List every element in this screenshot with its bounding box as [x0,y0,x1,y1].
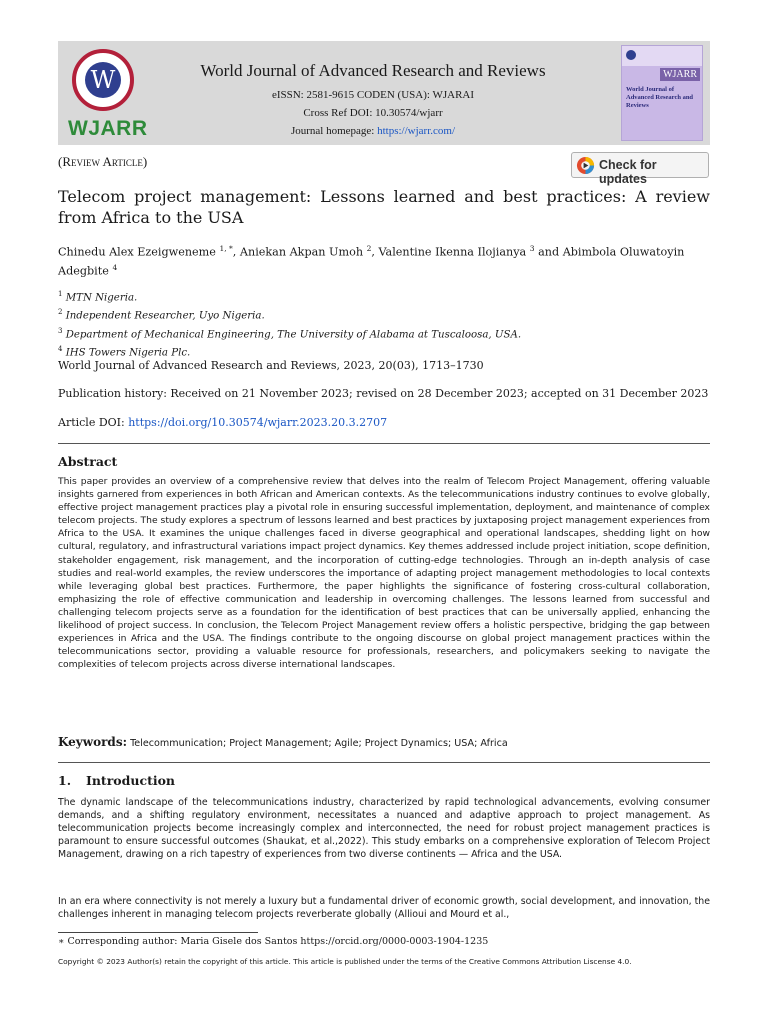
journal-header [58,41,710,145]
footnote-divider [58,932,258,933]
affiliation-item [58,305,710,323]
author-name: Aniekan Akpan Umoh [239,245,364,259]
author-sup: 3 [529,244,535,253]
check-updates-icon [576,156,595,175]
doi-link[interactable]: https://doi.org/10.30574/wjarr.2023.20.3.2707 [128,416,388,429]
intro-paragraph-2: In an era where connectivity is not merely a luxury but a fundamental driver of economic growth, social development, and innovation, the challenges inherent in managing telecom projects reverberate globally (Allioui and Mourd et al., [58,896,710,921]
journal-cover-thumbnail [621,45,703,141]
keywords-list: Telecommunication; Project Management; Agile; Project Dynamics; USA; Africa [130,738,508,749]
logo-ring [72,49,134,111]
intro-paragraph-1: The dynamic landscape of the telecommunications industry, characterized by rapid technological advancements, evolving consumer demands, and a shifting regulatory environment, necessitates a nuanced and adaptive approach to project management. As telecommunication projects become increasingly complex and interconnected, the need for robust project management practices is paramount to ensure successful outcomes (Shaukat, et al.,2022). This study embarks on a comprehensive exploration of Telecom Project Management, drawing on a rich tapestry of experiences from two diverse continents — Africa and the USA. [58,797,710,861]
author-sup: 4 [112,262,118,272]
affiliation-item [58,324,710,342]
affiliation-item [58,287,710,305]
keywords-label: Keywords: [58,735,128,749]
journal-title: World Journal of Advanced Research and Reviews [200,61,546,80]
affiliation-text: Department of Mechanical Engineering, The University of Alabama at Tuscaloosa, USA. [65,329,522,341]
author-sup: 1, * [219,244,233,253]
article-title: Telecom project management: Lessons learned and best practices: A review from Africa to the USA [58,187,710,227]
affiliation-sup: 4 [58,345,63,354]
article-doi [58,416,710,429]
abstract-text: This paper provides an overview of a comprehensive review that delves into the realm of Telecom Project Management, offering valuable insights garnered from experiences in both African and American contexts. As the telecommunications industry continues to evolve globally, effective project management practices play a pivotal role in ensuring successful implementation, deployment, and maintenance of complex telecom projects. The study explores a spectrum of lessons learned and best practices by juxtaposing project management experiences from Africa to the USA. It examines the unique challenges faced in diverse geographical and operational landscapes, shedding light on how cultural, regulatory, and infrastructural variations impact project dynamics. Key themes addressed include project initiation, scope definition, stakeholder engagement, risk management, and the incorporation of cutting-edge technologies. Through an in-depth analysis of case studies and real-world examples, the review underscores the importance of adapting project management methodologies to local contexts while leveraging global best practices. Furthermore, the paper highlights the significance of fostering cross-cultural collaboration, emphasizing the role of effective communication and leadership in overcoming challenges. The lessons learned from successful and challenging telecom projects serve as a foundation for the identification of best practices that can be universally applied, enhancing the likelihood of project success. In conclusion, the Telecom Project Management review offers a holistic perspective, bridging the gap between experiences in Africa and the USA. The findings contribute to the ongoing discourse on global project management practices within the telecommunications sector, providing a valuable resource for professionals, researchers, and policymakers seeking to navigate the complexities of telecom projects across diverse international landscapes. [58,476,710,671]
intro-heading [58,773,175,788]
affiliation-list [58,287,710,361]
check-for-updates-button[interactable] [571,152,709,186]
cover-tag: WJARR [660,68,700,81]
logo-text: WJARR [68,117,148,140]
author-name: Chinedu Alex Ezeigweneme [58,245,216,259]
homepage-line [158,125,588,137]
cover-journal-name: World Journal of Advanced Research and Reviews [626,86,694,109]
affiliation-text: MTN Nigeria. [65,292,138,304]
journal-logo [66,47,148,139]
affiliation-sup: 3 [58,326,63,335]
author-name: Valentine Ikenna Ilojianya [378,245,527,259]
homepage-link[interactable]: https://wjarr.com/ [377,125,456,137]
intro-title: Introduction [86,773,176,788]
affiliation-item [58,342,710,360]
affiliation-text: IHS Towers Nigeria Plc. [65,347,191,359]
doi-label: Article DOI: [58,416,129,429]
affiliation-sup: 2 [58,308,63,317]
issn-line: eISSN: 2581-9615 CODEN (USA): WJARAI [271,89,475,101]
section-divider [58,443,710,444]
author-list: Chinedu Alex Ezeigweneme $^{1, *}$, Aniekan Akpan Umoh $^2$, Valentine Ikenna Ilojianya $^3$ and Abimbola Oluwatoyin Adegbite $^4$ [58,244,685,278]
check-updates-label: Check for updates [599,158,657,186]
publication-history: Publication history: Received on 21 November 2023; revised on 28 December 2023; accepted on 31 December 2023 [58,387,709,400]
copyright-notice: Copyright © 2023 Author(s) retain the copyright of this article. This article is published under the terms of the Creative Commons Attribution Liscense 4.0. [58,957,632,966]
abstract-heading: Abstract [58,454,118,469]
author-sup: 2 [366,244,372,253]
keywords [58,735,710,749]
author-name: Abimbola Oluwatoyin Adegbite [58,245,685,278]
homepage-label: Journal homepage: [290,125,378,137]
corresponding-author-footnote: ∗ Corresponding author: Maria Gisele dos Santos https://orcid.org/0000-0003-1904-1235 [58,936,489,947]
citation: World Journal of Advanced Research and Reviews, 2023, 20(03), 1713–1730 [58,359,484,372]
article-type: (Review Article) [58,154,148,169]
section-divider [58,762,710,763]
intro-number: 1. [58,773,72,788]
cover-emblem-icon [626,50,636,60]
logo-letter: W [85,62,121,98]
affiliation-text: Independent Researcher, Uyo Nigeria. [65,310,265,322]
affiliation-sup: 1 [58,290,63,298]
crossref-line: Cross Ref DOI: 10.30574/wjarr [303,107,443,119]
